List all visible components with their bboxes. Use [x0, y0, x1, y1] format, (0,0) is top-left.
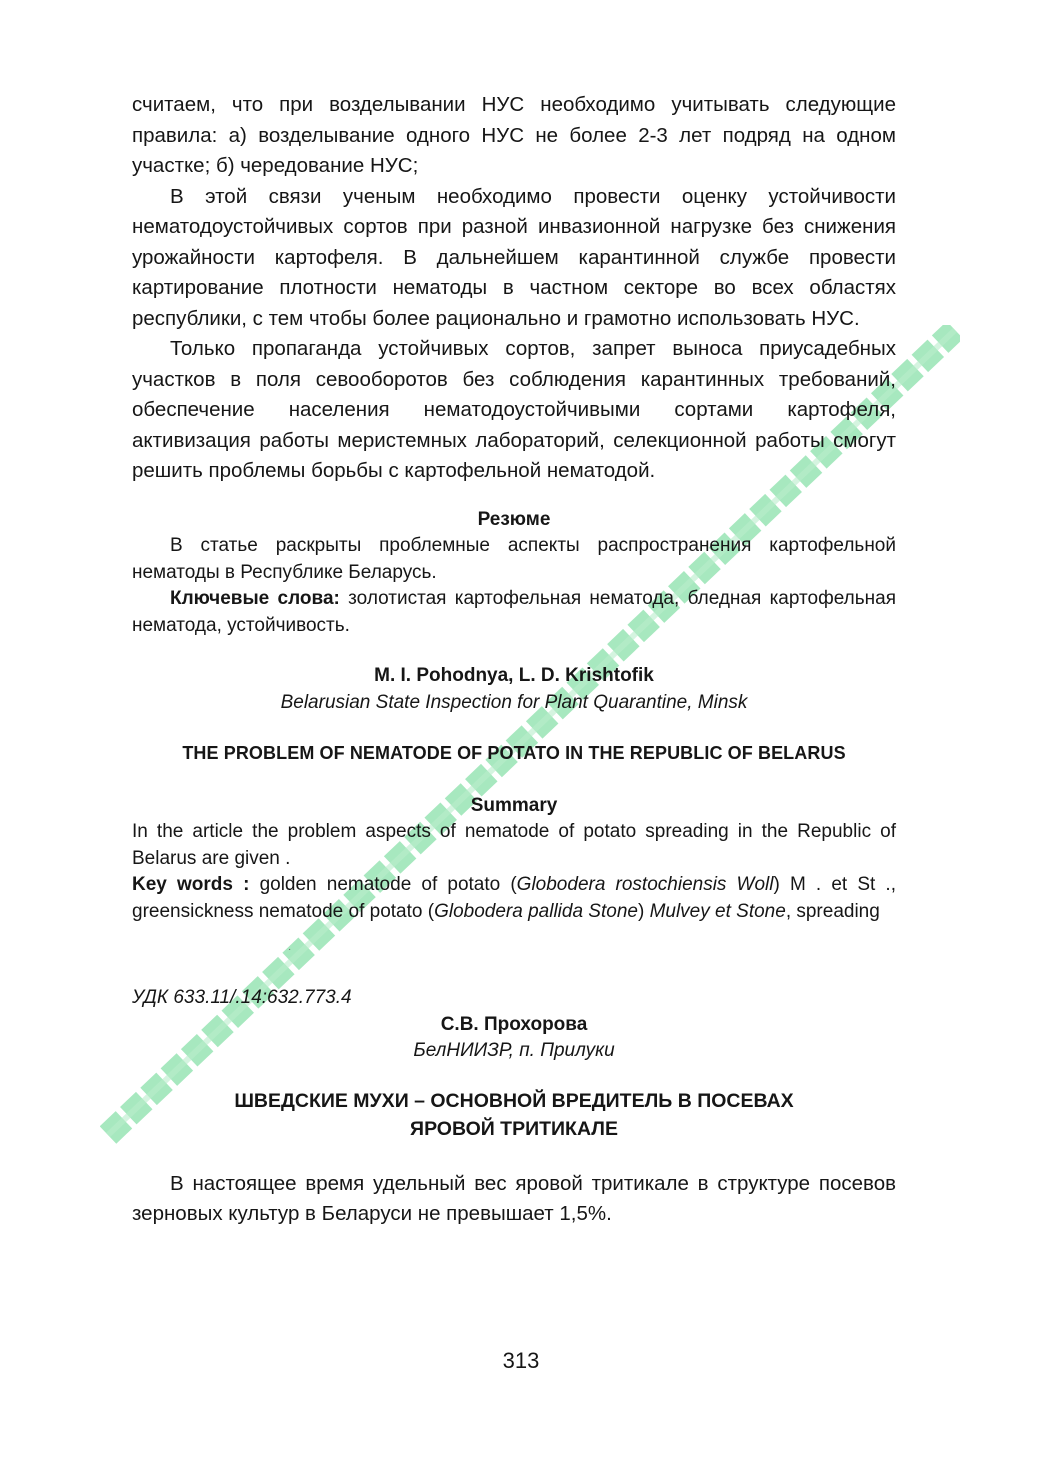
next-article-title — [132, 1087, 896, 1143]
species-name-1: Globodera rostochiensis Woll — [516, 874, 774, 895]
intro-paragraph-2: В этой связи ученым необходимо провести оценку устойчивости нематодоустойчивых сортов при разной инвазионной нагрузке без снижения урожайности картофеля. В дальнейшем карантинной службе провести картирование плотности нематоды в частном секторе во всех областях республики, с тем чтобы более рационально и грамотно использовать НУС. — [132, 184, 896, 330]
species-name-2: Globodera pallida Stone — [434, 900, 638, 922]
page-content — [132, 90, 896, 1230]
english-abstract-section — [132, 663, 896, 925]
english-keywords-part-3: ) — [637, 900, 650, 922]
summary-heading: Summary — [470, 794, 558, 816]
resume-heading: Резюме — [477, 508, 551, 530]
english-keywords-part-2: ) M . et St ., greensickness nematode of potato ( — [132, 874, 896, 922]
english-title: THE PROBLEM OF NEMATODE OF POTATO IN THE REPUBLIC OF BELARUS — [182, 743, 846, 763]
resume-keywords-text: золотистая картофельная нематода, бледная картофельная нематода, устойчивость. — [132, 588, 896, 636]
english-keywords-part-1: golden nematode of potato ( — [259, 874, 517, 895]
intro-paragraph-3: Только пропаганда устойчивых сортов, запрет выноса приусадебных участков в поля севооборотов без соблюдения карантинных требований, обеспечение населения нематодоустойчивыми сортами картофеля, активизация работы меристемных лабораторий, селекционной работы смогут решить проблемы борьбы с картофельной нематодой. — [132, 337, 896, 482]
scan-speck: · — [288, 944, 292, 955]
next-article-affiliation: БелНИИЗР, п. Прилуки — [413, 1040, 615, 1061]
resume-ru-section — [132, 507, 896, 640]
resume-keywords-label: Ключевые слова: — [170, 588, 340, 609]
intro-section — [132, 90, 896, 487]
next-article-title-line-1: ШВЕДСКИЕ МУХИ – ОСНОВНОЙ ВРЕДИТЕЛЬ В ПОСЕВАХ — [234, 1089, 794, 1112]
page-number: 313 — [502, 1348, 540, 1373]
summary-text: In the article the problem aspects of nematode of potato spreading in the Republic of Belarus are given . — [132, 821, 896, 869]
resume-keywords — [132, 586, 896, 639]
species-authority: Mulvey et Stone — [649, 900, 786, 922]
intro-paragraph-1: считаем, что при возделывании НУС необходимо учитывать следующие правила: а) возделывание одного НУС не более 2-3 лет подряд на одном участке; б) чередование НУС; — [132, 93, 896, 177]
english-keywords-label: Key words : — [132, 874, 250, 895]
next-article-title-line-2: ЯРОВОЙ ТРИТИКАЛЕ — [410, 1117, 618, 1140]
next-article-author: С.В. Прохорова — [440, 1013, 588, 1035]
english-keywords-part-4: , spreading — [785, 900, 880, 922]
next-article-section — [132, 985, 896, 1230]
udk-code: УДК 633.11/.14:632.773.4 — [132, 987, 352, 1008]
english-authors: M. I. Pohodnya, L. D. Krishtofik — [374, 665, 654, 686]
english-keywords — [132, 872, 896, 925]
next-article-body: В настоящее время удельный вес яровой тритикале в структуре посевов зерновых культур в Беларуси не превышает 1,5%. — [132, 1171, 896, 1225]
english-affiliation: Belarusian State Inspection for Plant Quarantine, Minsk — [280, 691, 748, 713]
resume-text: В статье раскрыты проблемные аспекты распространения картофельной нематоды в Республике Беларусь. — [132, 535, 896, 583]
